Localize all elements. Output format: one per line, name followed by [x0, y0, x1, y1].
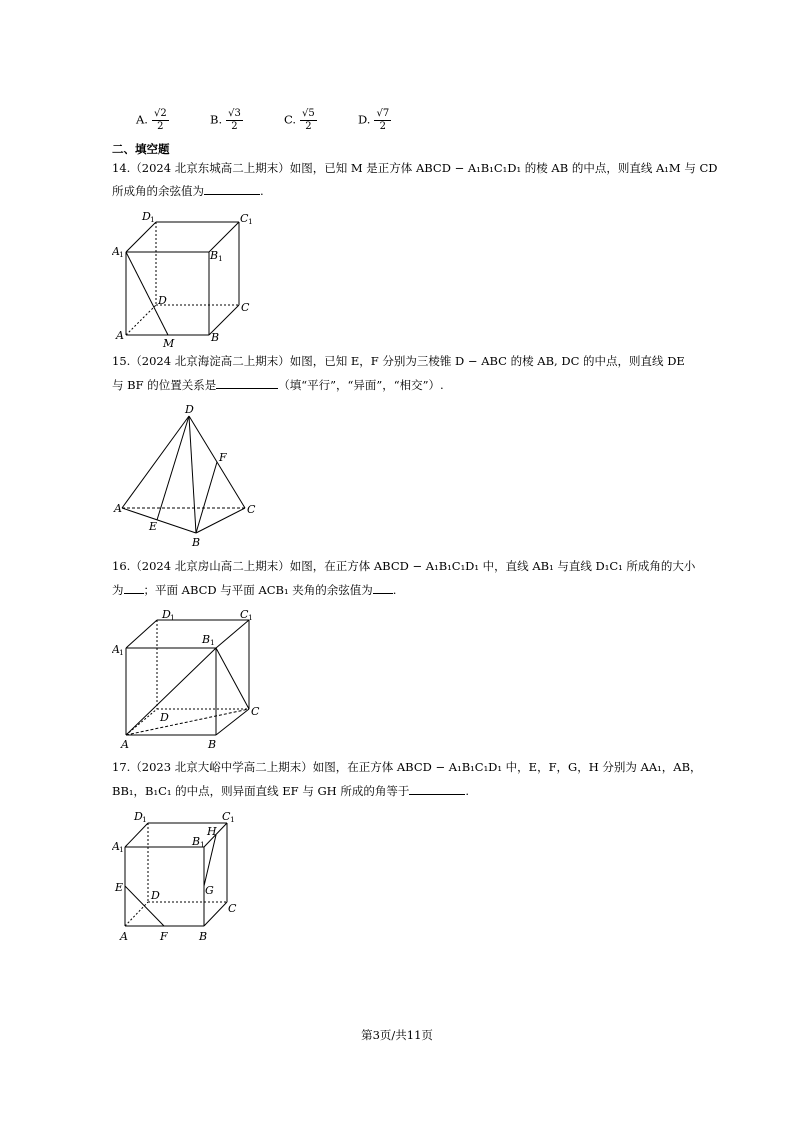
option-fraction — [152, 108, 169, 133]
label-subscript: 1 — [142, 815, 147, 824]
label-B1: B — [192, 835, 201, 848]
label-D: D — [158, 294, 167, 307]
fraction-denominator: 2 — [231, 121, 238, 132]
question-14-line1: 14.（2024 北京东城高二上期末）如图，已知 M 是正方体 ABCD − A₁B₁C₁D₁ 的棱 AB 的中点，则直线 A₁M 与 CD — [112, 161, 718, 175]
label-D: D — [151, 889, 160, 902]
label-D1: D — [134, 810, 143, 823]
question-15-line1: 15.（2024 北京海淀高二上期末）如图，已知 E，F 分别为三棱锥 D − ABC 的棱 AB, DC 的中点，则直线 DE — [112, 354, 685, 368]
label-A1: A — [112, 643, 120, 656]
label-C: C — [247, 503, 256, 516]
label-subscript: 1 — [200, 840, 205, 849]
fraction-denominator: 2 — [305, 121, 312, 132]
option-fraction — [226, 108, 243, 133]
figure-cube-14 — [112, 205, 262, 350]
label-C: C — [228, 902, 237, 915]
question-text: . — [392, 583, 397, 597]
label-A1: A — [112, 840, 120, 853]
fraction-denominator: 2 — [157, 121, 164, 132]
question-17-line1: 17.（2023 北京大峪中学高二上期末）如图，在正方体 ABCD − A₁B₁C₁D₁ 中，E，F，G，H 分别为 AA₁，AB， — [112, 760, 702, 774]
question-14-line2 — [112, 180, 264, 202]
option-c — [284, 108, 317, 133]
label-C1: C — [222, 810, 231, 823]
label-A: A — [120, 930, 128, 943]
option-b — [210, 108, 243, 133]
label-D1: D — [142, 210, 151, 223]
label-A: A — [114, 502, 122, 515]
answer-blank — [124, 580, 144, 594]
answer-blank — [216, 375, 278, 389]
label-subscript: 1 — [210, 638, 215, 647]
label-E: E — [149, 520, 158, 533]
option-fraction — [300, 108, 317, 133]
label-F: F — [219, 451, 227, 464]
label-subscript: 1 — [170, 613, 175, 622]
label-C1: C — [240, 608, 249, 621]
label-B: B — [211, 331, 220, 344]
question-16-line2 — [112, 579, 396, 601]
question-16-line1: 16.（2024 北京房山高二上期末）如图，在正方体 ABCD − A₁B₁C₁D₁ 中，直线 AB₁ 与直线 D₁C₁ 所成角的大小 — [112, 559, 696, 573]
question-text: 与 BF 的位置关系是 — [112, 378, 217, 392]
label-B: B — [192, 536, 201, 549]
label-subscript: 1 — [248, 217, 253, 226]
question-text: . — [260, 184, 264, 198]
question-text: 所成角的余弦值为 — [112, 184, 204, 198]
figure-cube-17 — [112, 805, 252, 945]
question-15-line2 — [112, 374, 444, 396]
label-M: M — [163, 337, 175, 350]
option-d — [358, 108, 391, 133]
page-footer: 第3页/共11页 — [361, 1028, 433, 1042]
label-F: F — [160, 930, 168, 943]
label-G: G — [205, 884, 214, 897]
label-C1: C — [240, 212, 249, 225]
label-A: A — [116, 329, 124, 342]
option-letter: A. — [136, 112, 148, 127]
label-D: D — [160, 711, 169, 724]
question-text: . — [465, 784, 470, 798]
option-letter: D. — [358, 112, 371, 127]
fraction-numerator: √3 — [228, 108, 241, 119]
label-C: C — [251, 705, 260, 718]
question-text: （填“平行”，“异面”，“相交”）. — [278, 378, 444, 392]
question-text: ；平面 ABCD 与平面 ACB₁ 夹角的余弦值为 — [143, 583, 373, 597]
option-a — [136, 108, 169, 133]
label-subscript: 1 — [218, 254, 223, 263]
label-B1: B — [202, 633, 211, 646]
label-B: B — [208, 738, 217, 751]
label-H: H — [207, 825, 217, 838]
question-text: BB₁，B₁C₁ 的中点，则异面直线 EF 与 GH 所成的角等于 — [112, 784, 410, 798]
section-heading: 二、填空题 — [112, 142, 170, 156]
label-E: E — [115, 881, 124, 894]
label-C: C — [241, 301, 250, 314]
figure-cube-16 — [112, 603, 272, 753]
label-B: B — [199, 930, 208, 943]
fraction-denominator: 2 — [379, 121, 387, 132]
option-fraction — [374, 108, 391, 133]
option-letter: B. — [210, 112, 223, 127]
label-subscript: 1 — [248, 613, 253, 622]
answer-blank — [373, 580, 393, 594]
label-D1: D — [162, 608, 171, 621]
label-subscript: 1 — [119, 250, 124, 259]
label-A1: A — [112, 245, 120, 258]
fraction-numerator: √5 — [302, 108, 315, 119]
answer-blank — [204, 181, 260, 195]
label-B1: B — [210, 249, 219, 262]
label-subscript: 1 — [230, 815, 235, 824]
label-subscript: 1 — [150, 215, 155, 224]
label-D: D — [185, 403, 194, 416]
question-text: 为 — [112, 583, 124, 597]
label-subscript: 1 — [119, 648, 124, 657]
fraction-numerator: √7 — [376, 108, 390, 119]
label-subscript: 1 — [119, 845, 124, 854]
fraction-numerator: √2 — [153, 108, 167, 119]
option-letter: C. — [284, 112, 297, 127]
label-A: A — [121, 738, 129, 751]
question-17-line2 — [112, 780, 469, 802]
figure-tetrahedron-15 — [112, 400, 262, 550]
answer-blank — [409, 781, 465, 795]
